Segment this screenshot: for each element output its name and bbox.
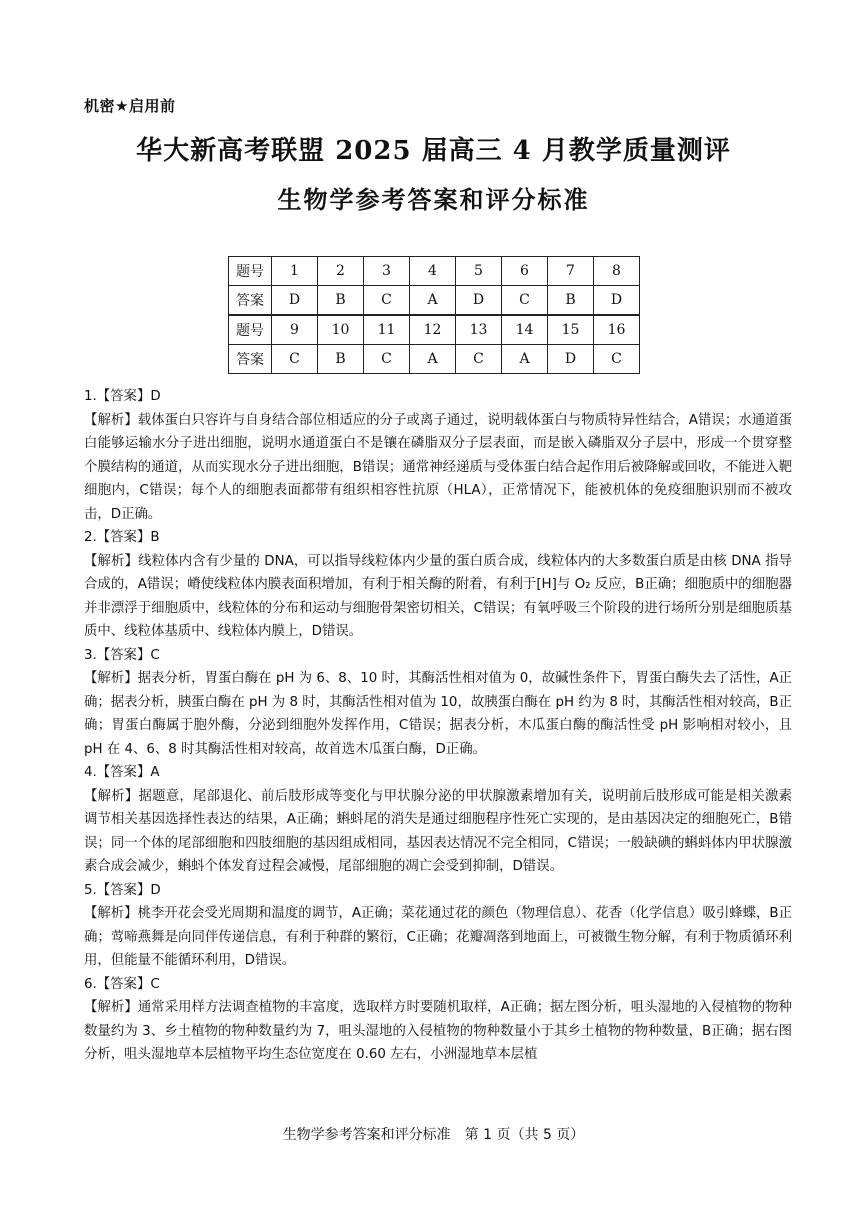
table-row: [229, 345, 640, 374]
table-cell: B: [318, 345, 364, 374]
table-cell: 14: [502, 315, 548, 345]
table-cell: A: [410, 345, 456, 374]
row-label-answer: 答案: [229, 286, 272, 316]
explanation-text: 【解析】据题意，尾部退化、前后肢形成等变化与甲状腺分泌的甲状腺激素增加有关，说明前后肢形成可能是相关激素调节相关基因选择性表达的结果，A正确；蝌蚪尾的消失是通过细胞程序性死亡实现的，是由基因决定的细胞死亡，B错误；同一个体的尾部细胞和四肢细胞的基因组成相同，基因表达情况不完全相同，C错误；一般缺碘的蝌蚪体内甲状腺激素合成会减少，蝌蚪个体发育过程会减慢，尾部细胞的凋亡会受到抑制，D错误。: [84, 788, 792, 874]
table-cell: 5: [456, 257, 502, 286]
answer-heading: 2.【答案】B: [84, 530, 160, 545]
table-cell: C: [502, 286, 548, 316]
table-row: [229, 286, 640, 316]
table-cell: 4: [410, 257, 456, 286]
answer-heading: 4.【答案】A: [84, 765, 160, 780]
table-cell: 16: [594, 315, 640, 345]
explanation-text: 【解析】载体蛋白只容许与自身结合部位相适应的分子或离子通过，说明载体蛋白与物质特异性结合，A错误；水通道蛋白能够运输水分子进出细胞，说明水通道蛋白不是镶在磷脂双分子层表面，而是嵌入磷脂双分子层中，形成一个贯穿整个膜结构的通道，从而实现水分子进出细胞，B错误；通常神经递质与受体蛋白结合起作用后被降解或回收，不能进入靶细胞内，C错误；每个人的细胞表面都带有组织相容性抗原（HLA），正常情况下，能被机体的免疫细胞识别而不被攻击，D正确。: [84, 412, 792, 522]
table-cell: 2: [318, 257, 364, 286]
question-block: [84, 879, 792, 973]
table-cell: C: [272, 345, 318, 374]
explanation-text: 【解析】桃李开花会受光周期和温度的调节，A正确；菜花通过花的颜色（物理信息）、花香（化学信息）吸引蜂蝶，B正确；莺啼燕舞是向同伴传递信息，有利于种群的繁衍，C正确；花瓣凋落到地面上，可被微生物分解，有利于物质循环利用，但能量不能循环利用，D错误。: [84, 906, 792, 968]
explanation-text: 【解析】通常采用样方法调查植物的丰富度，选取样方时要随机取样，A正确；据左图分析，咀头湿地的入侵植物的物种数量约为 3、乡土植物的物种数量约为 7，咀头湿地的入侵植物的物种数量小于其乡土植物的物种数量，B正确；据右图分析，咀头湿地草本层植物平均生态位宽度在 0.60 左右，小洲湿地草本层植: [84, 1000, 792, 1062]
answer-table: [228, 256, 640, 374]
question-block: [84, 644, 792, 762]
answer-heading: 3.【答案】C: [84, 647, 160, 663]
table-cell: C: [364, 345, 410, 374]
row-label-number: 题号: [229, 315, 272, 345]
page-footer: 生物学参考答案和评分标准 第 1 页（共 5 页）: [282, 1127, 585, 1143]
question-block: [84, 973, 792, 1067]
table-cell: D: [548, 345, 594, 374]
table-cell: A: [502, 345, 548, 374]
table-cell: D: [594, 286, 640, 316]
table-cell: C: [594, 345, 640, 374]
question-block: [84, 385, 792, 526]
question-block: [84, 526, 792, 644]
table-cell: 8: [594, 257, 640, 286]
page-subtitle: 生物学参考答案和评分标准: [277, 186, 590, 214]
table-cell: B: [318, 286, 364, 316]
question-block: [84, 761, 792, 879]
table-cell: C: [364, 286, 410, 316]
answer-heading: 6.【答案】C: [84, 976, 160, 992]
table-cell: 13: [456, 315, 502, 345]
table-cell: D: [456, 286, 502, 316]
table-cell: 7: [548, 257, 594, 286]
row-label-number: 题号: [229, 257, 272, 286]
table-cell: 10: [318, 315, 364, 345]
table-cell: D: [272, 286, 318, 316]
table-cell: A: [410, 286, 456, 316]
explanation-text: 【解析】线粒体内含有少量的 DNA，可以指导线粒体内少量的蛋白质合成，线粒体内的大多数蛋白质是由核 DNA 指导合成的，A错误；嵴使线粒体内膜表面积增加，有利于相关酶的附着，有利于[H]与 O₂ 反应，B正确；细胞质中的细胞器并非漂浮于细胞质中，线粒体的分布和运动与细胞骨架密切相关，C错误；有氧呼吸三个阶段的进行场所分别是细胞质基质中、线粒体基质中、线粒体内膜上，D错误。: [84, 553, 792, 639]
table-cell: B: [548, 286, 594, 316]
explanation-text: 【解析】据表分析，胃蛋白酶在 pH 为 6、8、10 时，其酶活性相对值为 0，故碱性条件下，胃蛋白酶失去了活性，A正确；据表分析，胰蛋白酶在 pH 为 8 时，其酶活性相对值为 10，故胰蛋白酶在 pH 约为 8 时，其酶活性相对较高，B正确；胃蛋白酶属于胞外酶，分泌到细胞外发挥作用，C错误；据表分析，木瓜蛋白酶的酶活性受 pH 影响相对较小，且 pH 在 4、6、8 时其酶活性相对较高，故首选木瓜蛋白酶，D正确。: [84, 671, 792, 757]
confidential-mark: 机密★启用前: [84, 97, 176, 115]
row-label-answer: 答案: [229, 345, 272, 374]
table-cell: C: [456, 345, 502, 374]
table-cell: 9: [272, 315, 318, 345]
table-cell: 6: [502, 257, 548, 286]
table-cell: 3: [364, 257, 410, 286]
answer-heading: 5.【答案】D: [84, 882, 161, 898]
table-cell: 1: [272, 257, 318, 286]
table-cell: 12: [410, 315, 456, 345]
answer-heading: 1.【答案】D: [84, 389, 161, 404]
answer-explanations: [84, 385, 792, 1067]
table-row: [229, 315, 640, 345]
page-title: 华大新高考联盟 2025 届高三 4 月教学质量测评: [136, 136, 731, 166]
table-row: [229, 257, 640, 286]
table-cell: 11: [364, 315, 410, 345]
table-cell: 15: [548, 315, 594, 345]
